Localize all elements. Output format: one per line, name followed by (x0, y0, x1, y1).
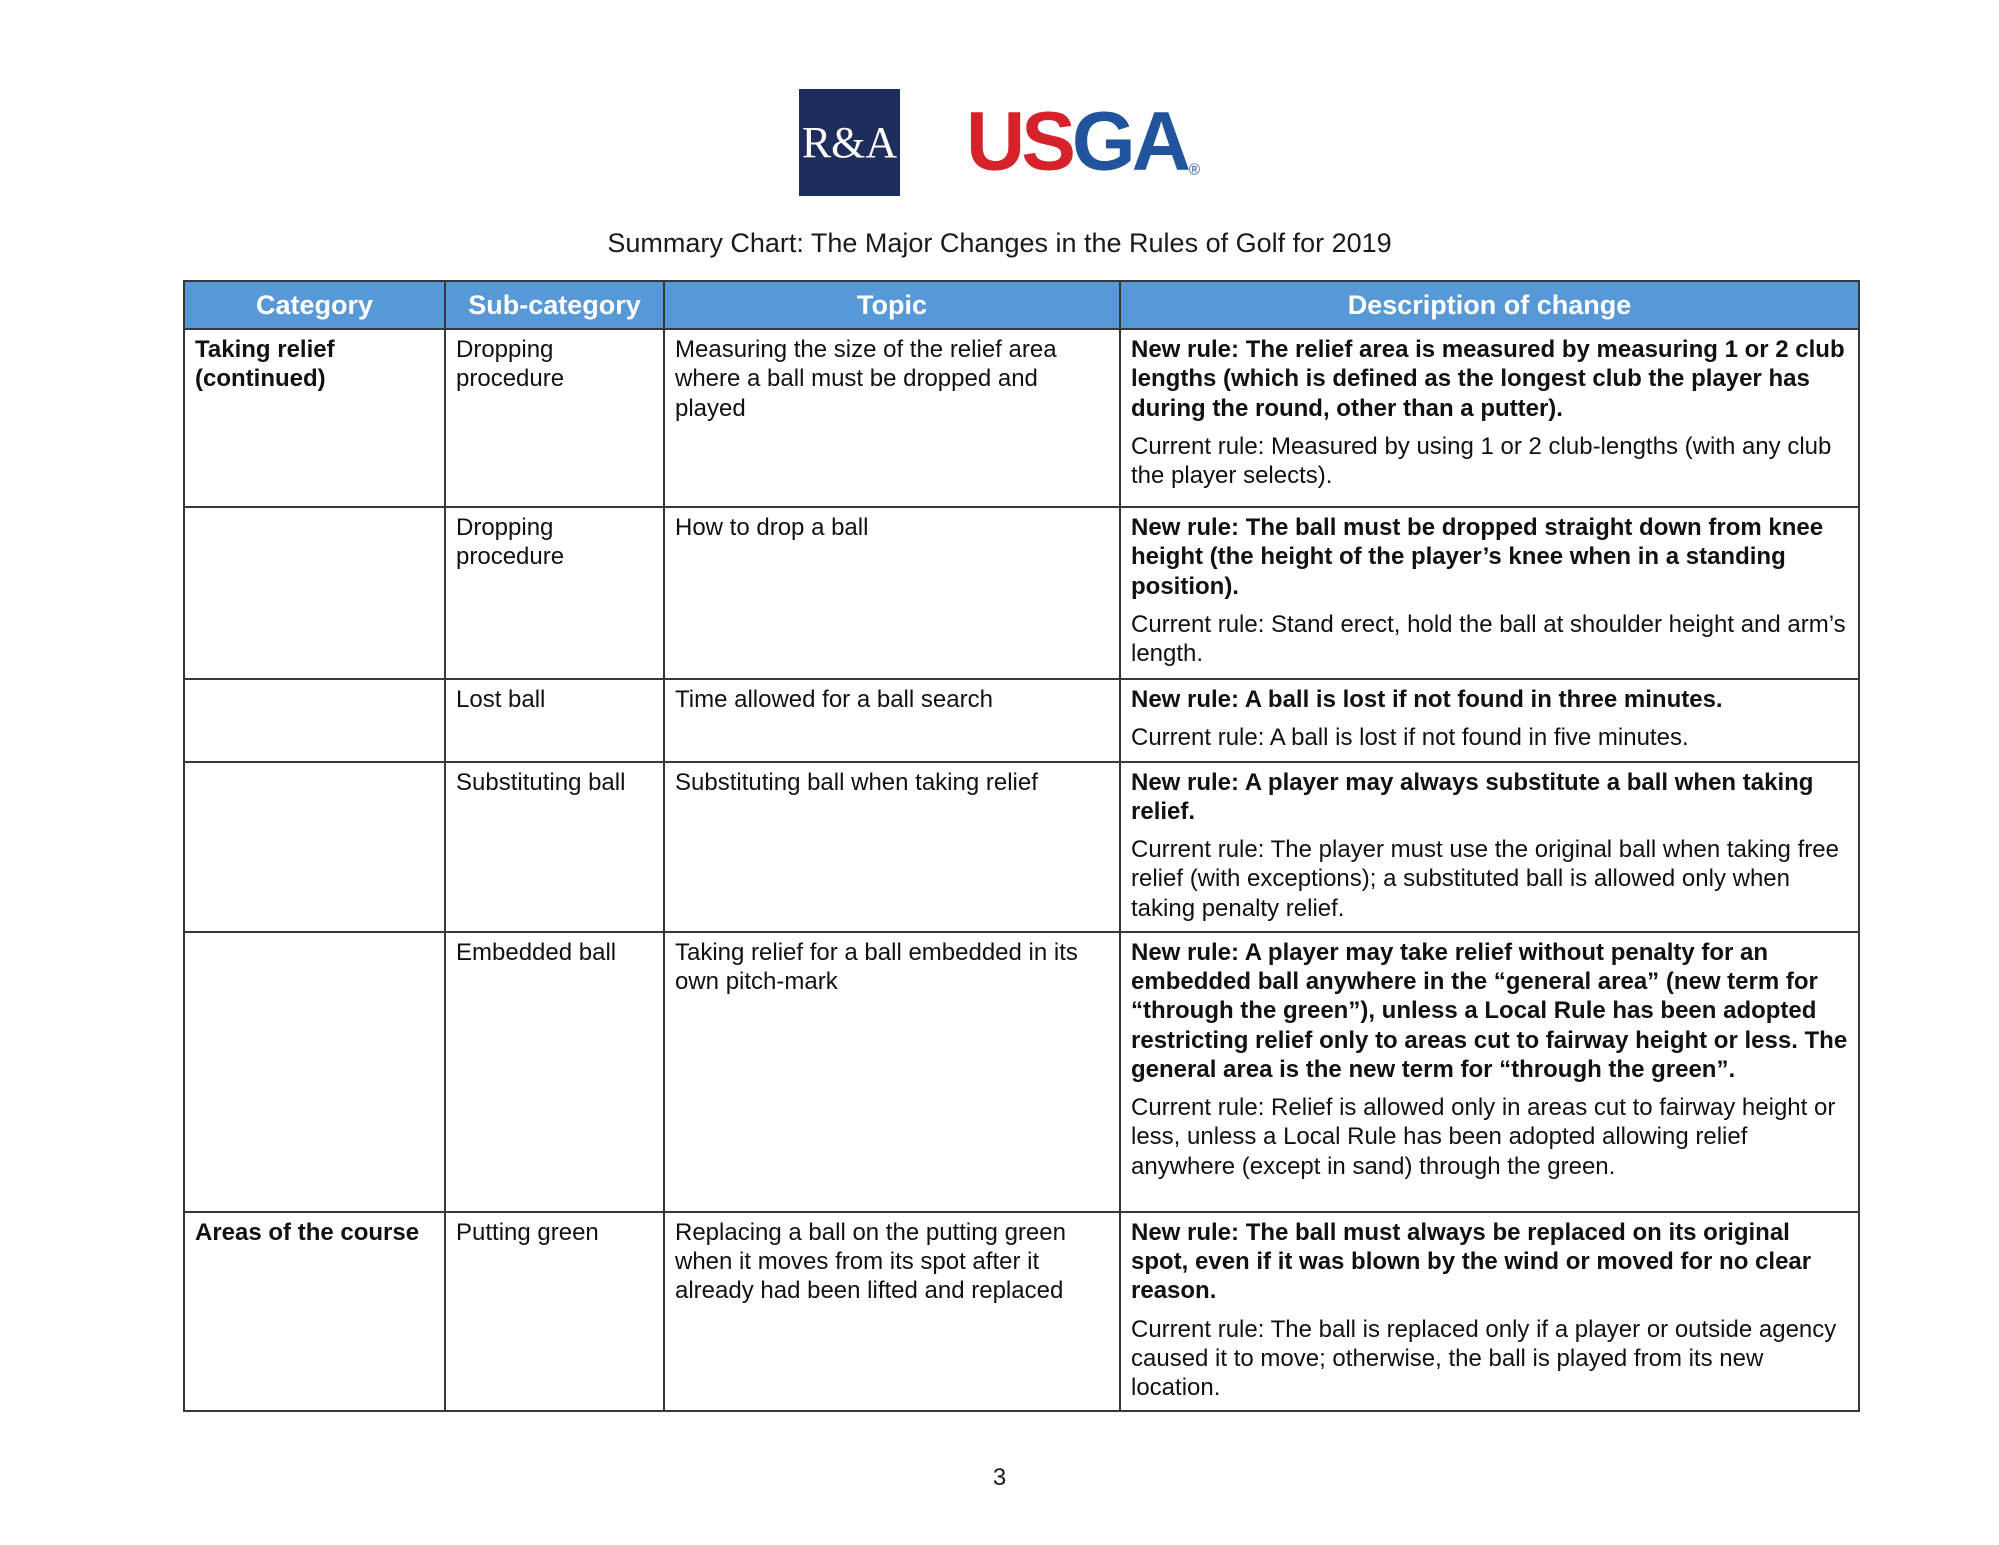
current-rule-text: Current rule: Relief is allowed only in areas cut to fairway height or less, unless a Local Rule has been adopted allowing relief anywhere (except in sand) through the green. (1131, 1094, 1836, 1180)
column-header-category: Category (184, 281, 445, 329)
subcategory-cell: Lost ball (445, 679, 664, 762)
description-cell (1120, 1212, 1859, 1412)
usga-logo-ga: GA (1071, 95, 1187, 188)
column-header-subcategory: Sub-category (445, 281, 664, 329)
topic-cell: Taking relief for a ball embedded in its own pitch-mark (664, 932, 1120, 1212)
topic-cell: Substituting ball when taking relief (664, 762, 1120, 932)
new-rule-text: New rule: The ball must be dropped straight down from knee height (the height of the player’s knee when in a standing position). (1131, 514, 1824, 600)
new-rule-text: New rule: A ball is lost if not found in three minutes. (1131, 686, 1723, 713)
topic-cell: How to drop a ball (664, 507, 1120, 679)
page-number: 3 (992, 1464, 1007, 1492)
subcategory-cell: Embedded ball (445, 932, 664, 1212)
category-cell: Areas of the course (184, 1212, 445, 1412)
current-rule-text: Current rule: The ball is replaced only if a player or outside agency caused it to move; otherwise, the ball is played from its new location. (1131, 1315, 1837, 1402)
ra-logo (799, 89, 900, 196)
table-row (184, 932, 1859, 1212)
table-row (184, 507, 1859, 679)
new-rule-text: New rule: A player may take relief without penalty for an embedded ball anywhere in the “general area” (new term for “through the green”), unless a Local Rule has been adopted restricting relief only to areas cut to fairway height or less. The general area is the new term for “through the green”. (1131, 938, 1848, 1083)
ra-logo-text: R&A (801, 117, 898, 167)
topic-cell: Measuring the size of the relief area where a ball must be dropped and played (664, 329, 1120, 507)
column-header-topic: Topic (664, 281, 1120, 329)
table-row (184, 762, 1859, 932)
table-row (184, 679, 1859, 762)
page-title: Summary Chart: The Major Changes in the Rules of Golf for 2019 (607, 228, 1392, 258)
table-row (184, 1212, 1859, 1412)
category-cell (184, 932, 445, 1212)
category-cell (184, 679, 445, 762)
description-cell (1120, 329, 1859, 507)
description-cell (1120, 679, 1859, 762)
new-rule-text: New rule: A player may always substitute a ball when taking relief. (1131, 768, 1814, 825)
usga-logo (966, 95, 1200, 188)
current-rule-text: Current rule: A ball is lost if not found in five minutes. (1131, 724, 1689, 752)
current-rule-text: Current rule: Stand erect, hold the ball at shoulder height and arm’s length. (1131, 610, 1846, 668)
topic-cell: Time allowed for a ball search (664, 679, 1120, 762)
usga-logo-us: US (966, 95, 1072, 188)
description-cell (1120, 507, 1859, 679)
current-rule-text: Current rule: The player must use the original ball when taking free relief (with exceptions); a substituted ball is allowed only when taking penalty relief. (1131, 836, 1839, 922)
new-rule-text: New rule: The ball must always be replaced on its original spot, even if it was blown by the wind or moved for no clear reason. (1131, 1218, 1812, 1305)
subcategory-cell: Dropping procedure (445, 329, 664, 507)
description-cell (1120, 932, 1859, 1212)
category-cell (184, 507, 445, 679)
table-header-row (184, 281, 1859, 329)
table-row (184, 329, 1859, 507)
current-rule-text: Current rule: Measured by using 1 or 2 club-lengths (with any club the player selects). (1131, 432, 1832, 490)
logo-row (0, 0, 1999, 196)
registered-trademark-icon: ® (1188, 161, 1200, 179)
subcategory-cell: Putting green (445, 1212, 664, 1412)
subcategory-cell: Substituting ball (445, 762, 664, 932)
category-cell (184, 762, 445, 932)
topic-cell: Replacing a ball on the putting green when it moves from its spot after it already had been lifted and replaced (664, 1212, 1120, 1412)
category-cell: Taking relief (continued) (184, 329, 445, 507)
description-cell (1120, 762, 1859, 932)
column-header-description: Description of change (1120, 281, 1859, 329)
new-rule-text: New rule: The relief area is measured by measuring 1 or 2 club lengths (which is defined as the longest club the player has during the round, other than a putter). (1131, 336, 1845, 422)
rules-summary-table (183, 280, 1860, 1412)
subcategory-cell: Dropping procedure (445, 507, 664, 679)
